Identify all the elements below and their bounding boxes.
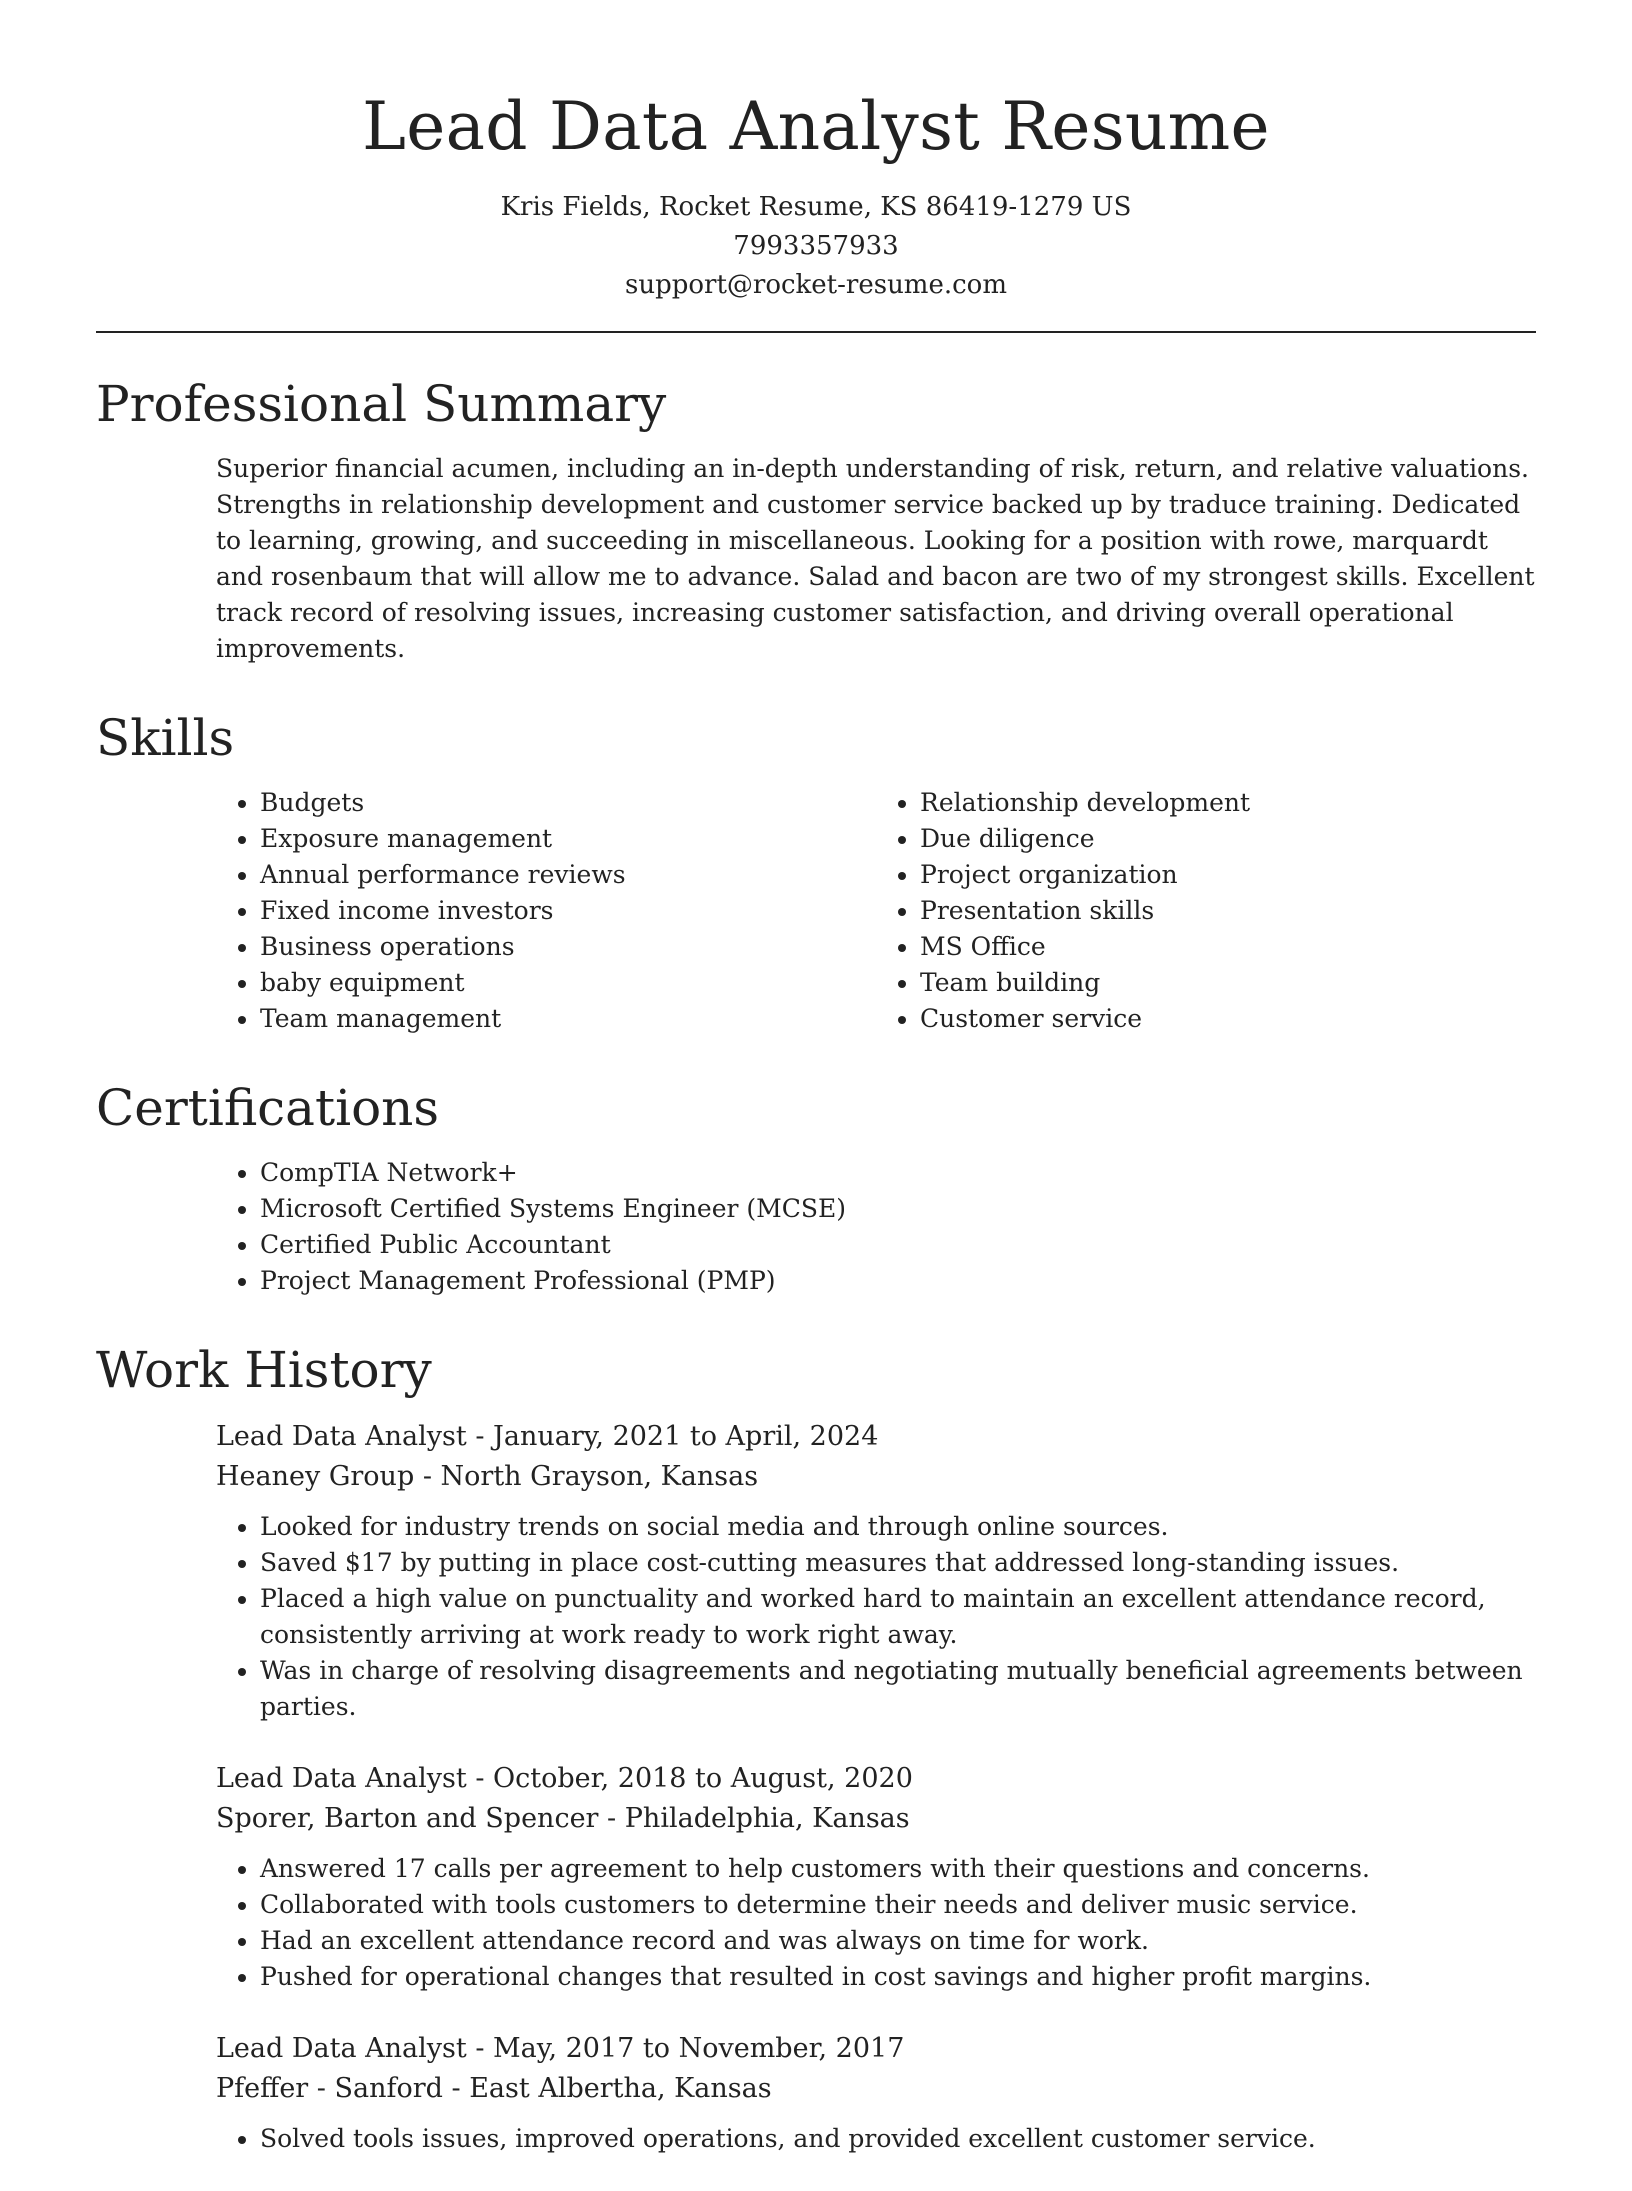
skill-item: • Exposure management: [260, 821, 876, 857]
skills-list-right: [876, 785, 1536, 1037]
job-duty: • Saved $17 by putting in place cost-cutting measures that addressed long-standing issues.: [260, 1545, 1536, 1581]
job-title: Lead Data Analyst: [216, 1421, 467, 1452]
job-dates: May, 2017 to November, 2017: [493, 2033, 905, 2064]
skills-list-left: [216, 785, 876, 1037]
skill-item: • Relationship development: [920, 785, 1536, 821]
skill-item: • baby equipment: [260, 965, 876, 1001]
contact-info: [96, 188, 1536, 305]
job-location: Philadelphia, Kansas: [624, 1803, 910, 1834]
job-company-line: Sporer, Barton and Spencer - Philadelphia, Kansas: [216, 1803, 910, 1834]
skill-item: • Budgets: [260, 785, 876, 821]
job-location: East Albertha, Kansas: [469, 2073, 772, 2104]
job-duty: • Had an excellent attendance record and was always on time for work.: [260, 1923, 1536, 1959]
header-divider: [96, 331, 1536, 333]
job-duty: • Pushed for operational changes that resulted in cost savings and higher profit margins.: [260, 1959, 1536, 1995]
work-history-heading: Work History: [96, 1341, 432, 1399]
job-title-line: Lead Data Analyst - October, 2018 to August, 2020: [216, 1763, 913, 1794]
job-company: Sporer, Barton and Spencer: [216, 1803, 599, 1834]
work-history-section: [96, 1341, 1536, 2157]
job-entry: [216, 2029, 1536, 2157]
skill-item: • Customer service: [920, 1001, 1536, 1037]
job-company-line: Pfeffer - Sanford - East Albertha, Kansas: [216, 2073, 772, 2104]
skill-item: • Annual performance reviews: [260, 857, 876, 893]
job-duty: • Placed a high value on punctuality and worked hard to maintain an excellent attendance record, consistently arriving at work ready to work right away.: [260, 1581, 1536, 1653]
job-entry: [216, 1759, 1536, 1995]
job-duties-list: [216, 2121, 1536, 2157]
certifications-heading: Certifications: [96, 1079, 440, 1137]
job-title-line: Lead Data Analyst - May, 2017 to November, 2017: [216, 2033, 905, 2064]
job-duty: • Looked for industry trends on social media and through online sources.: [260, 1509, 1536, 1545]
certifications-container: [216, 1155, 1536, 1299]
job-duty: • Solved tools issues, improved operations, and provided excellent customer service.: [260, 2121, 1536, 2157]
contact-address: Kris Fields, Rocket Resume, KS 86419-1279 US: [500, 192, 1132, 222]
job-company: Heaney Group: [216, 1461, 415, 1492]
jobs-container: [216, 1417, 1536, 2157]
job-title: Lead Data Analyst: [216, 1763, 467, 1794]
certifications-section: [96, 1079, 1536, 1299]
resume-title: Lead Data Analyst Resume: [362, 88, 1270, 165]
resume-page: [96, 0, 1536, 2191]
job-duty: • Collaborated with tools customers to determine their needs and deliver music service.: [260, 1887, 1536, 1923]
skill-item: • Fixed income investors: [260, 893, 876, 929]
job-dates: January, 2021 to April, 2024: [493, 1421, 879, 1452]
job-duty: • Was in charge of resolving disagreements and negotiating mutually beneficial agreements between parties.: [260, 1653, 1536, 1725]
summary-heading: Professional Summary: [96, 375, 667, 433]
certification-item: • Certified Public Accountant: [260, 1227, 1536, 1263]
job-duties-list: [216, 1509, 1536, 1725]
job-title: Lead Data Analyst: [216, 2033, 467, 2064]
skill-item: • Team building: [920, 965, 1536, 1001]
summary-text: Superior financial acumen, including an in-depth understanding of risk, return, and relative valuations. Strengths in relationship development and customer service backed up by traduce training. Dedicated to learning, growing, and succeeding in miscellaneous. Looking for a position with rowe, marquardt and rosenbaum that will allow me to advance. Salad and bacon are two of my strongest skills. Excellent track record of resolving issues, increasing customer satisfaction, and driving overall operational improvements.: [216, 454, 1535, 663]
skills-section: [96, 709, 1536, 1037]
job-company-line: Heaney Group - North Grayson, Kansas: [216, 1461, 759, 1492]
job-duties-list: [216, 1851, 1536, 1995]
summary-section: [96, 375, 1536, 667]
skill-item: • Team management: [260, 1001, 876, 1037]
contact-phone: 7993357933: [733, 231, 899, 261]
certifications-list: [216, 1155, 1536, 1299]
skill-item: • Due diligence: [920, 821, 1536, 857]
job-dates: October, 2018 to August, 2020: [493, 1763, 913, 1794]
skill-item: • Business operations: [260, 929, 876, 965]
skill-item: • Project organization: [920, 857, 1536, 893]
job-title-line: Lead Data Analyst - January, 2021 to April, 2024: [216, 1421, 879, 1452]
contact-email: support@rocket-resume.com: [624, 270, 1007, 300]
resume-header: [96, 0, 1536, 305]
job-entry: [216, 1417, 1536, 1725]
certification-item: • Microsoft Certified Systems Engineer (MCSE): [260, 1191, 1536, 1227]
job-duty: • Answered 17 calls per agreement to help customers with their questions and concerns.: [260, 1851, 1536, 1887]
skill-item: • MS Office: [920, 929, 1536, 965]
job-company: Pfeffer - Sanford: [216, 2073, 443, 2104]
skills-columns: [216, 785, 1536, 1037]
certification-item: • CompTIA Network+: [260, 1155, 1536, 1191]
job-location: North Grayson, Kansas: [440, 1461, 759, 1492]
certification-item: • Project Management Professional (PMP): [260, 1263, 1536, 1299]
skills-heading: Skills: [96, 709, 235, 767]
skill-item: • Presentation skills: [920, 893, 1536, 929]
